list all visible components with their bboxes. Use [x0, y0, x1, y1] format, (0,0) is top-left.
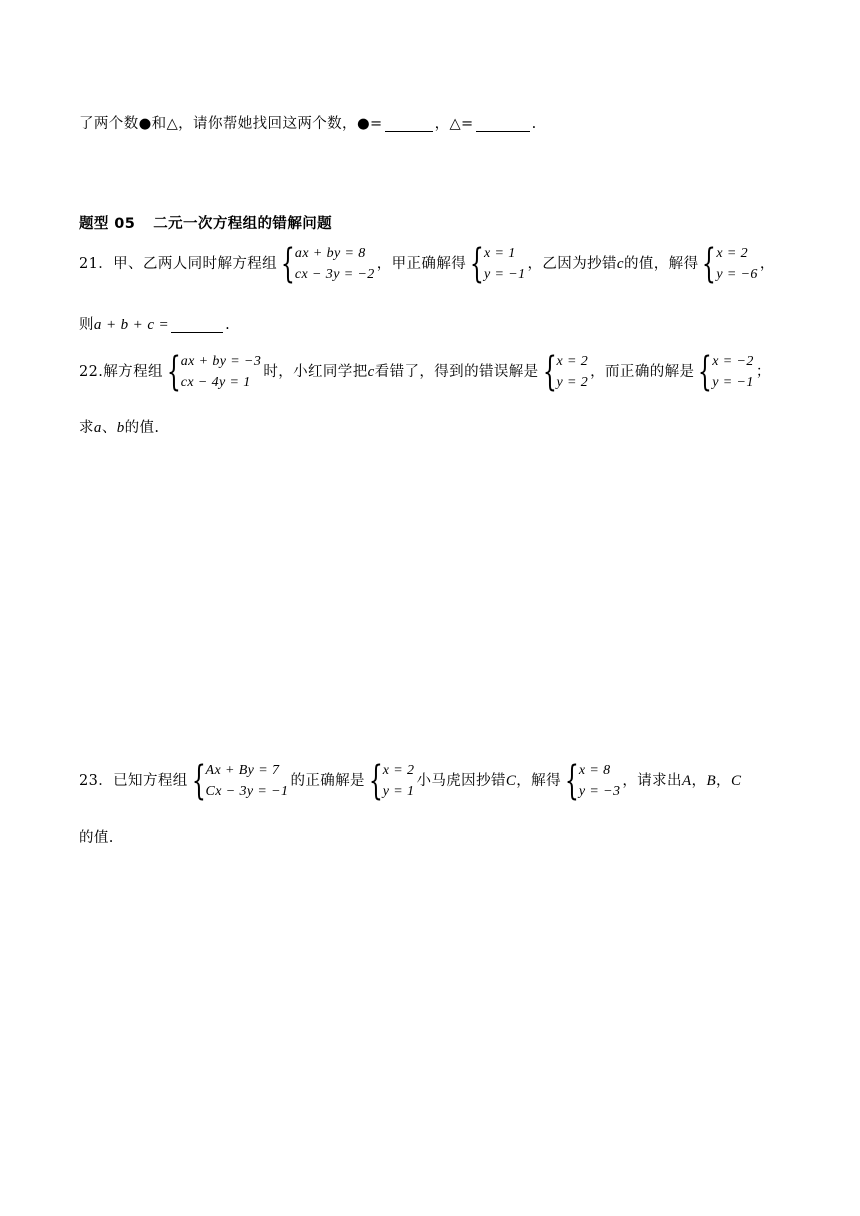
- solution-system: { x = 8 y = −3: [564, 758, 621, 804]
- variable: c: [616, 256, 624, 272]
- variable: A: [681, 773, 692, 789]
- equals: =: [370, 116, 383, 132]
- solution-row: y = −1: [483, 267, 526, 282]
- question-22-line-1: [79, 350, 771, 394]
- triangle-symbol-answer: △: [449, 116, 462, 132]
- equation-system: { Ax + By = 7 Cx − 3y = −1: [191, 758, 289, 804]
- text: ，乙因为抄错: [527, 256, 617, 272]
- text: ，请求出: [622, 773, 682, 789]
- solution-row: y = −6: [716, 267, 758, 282]
- solution-row: x = 2: [382, 763, 415, 778]
- question-number: 21．: [79, 256, 114, 272]
- text: ，请你帮她找回这两个数，: [178, 116, 357, 132]
- question-number: 23．: [79, 773, 114, 789]
- equation-system: { ax + by = −3 cx − 4y = 1: [166, 349, 262, 395]
- solution-system: { x = −2 y = −1: [698, 349, 754, 395]
- text: 求: [79, 420, 94, 436]
- text: 解方程组: [103, 364, 163, 380]
- text: 了两个数: [79, 116, 139, 132]
- equation-row: ax + by = −3: [180, 354, 262, 369]
- variable: C: [730, 773, 742, 789]
- equals: =: [461, 116, 474, 132]
- text: 的值.: [79, 830, 114, 846]
- equation-row: cx − 3y = −2: [294, 267, 375, 282]
- text: 的值，解得: [623, 256, 699, 272]
- solution-row: x = 1: [483, 246, 516, 261]
- section-label: 题型 05: [79, 216, 136, 232]
- question-23-line-2: [79, 828, 114, 848]
- text: ；: [755, 364, 771, 380]
- question-21-line-1: [79, 242, 775, 286]
- solution-row: y = −1: [712, 375, 754, 390]
- solution-system: { x = 1 y = −1: [469, 241, 526, 287]
- solution-row: x = 2: [556, 354, 589, 369]
- text: ，甲正确解得: [376, 256, 467, 272]
- question-number: 22.: [79, 364, 104, 380]
- section-heading: [79, 214, 332, 234]
- text: 的正确解是: [290, 773, 365, 789]
- solution-row: y = 1: [382, 784, 415, 799]
- section-title: 二元一次方程组的错解问题: [153, 216, 333, 232]
- solution-row: x = 2: [716, 246, 748, 261]
- variable: B: [706, 773, 717, 789]
- solution-row: x = 8: [578, 763, 611, 778]
- text: 时，小红同学把: [263, 364, 368, 380]
- question-23-line-1: [79, 759, 741, 803]
- equation-row: Ax + By = 7: [205, 763, 280, 778]
- solution-system: { x = 2 y = 1: [368, 758, 415, 804]
- equation-row: Cx − 3y = −1: [205, 784, 289, 799]
- text: ，而正确的解是: [590, 364, 695, 380]
- separator: ，: [691, 773, 707, 789]
- variable: a: [93, 420, 102, 436]
- variable: b: [116, 420, 125, 436]
- equation-system: { ax + by = 8 cx − 3y = −2: [280, 241, 375, 287]
- text: 的值.: [124, 420, 160, 436]
- text: ，: [759, 256, 775, 272]
- solution-system: { x = 2 y = 2: [542, 349, 589, 395]
- text: 和: [151, 116, 167, 132]
- answer-blank-triangle[interactable]: [476, 117, 530, 132]
- text: 甲、乙两人同时解方程组: [113, 256, 278, 272]
- solution-system: { x = 2 y = −6: [702, 241, 758, 287]
- text: 、: [101, 420, 117, 436]
- period: .: [531, 116, 537, 132]
- question-22-line-2: [79, 418, 159, 438]
- circle-symbol-answer: ●: [356, 116, 371, 132]
- solution-row: y = −3: [578, 784, 621, 799]
- text: ，解得: [516, 773, 561, 789]
- text: 看错了，得到的错误解是: [374, 364, 539, 380]
- expression: a + b + c =: [93, 317, 170, 333]
- text: 已知方程组: [113, 773, 188, 789]
- text: 小马虎因抄错: [416, 773, 506, 789]
- text: 则: [79, 317, 94, 333]
- equation-row: ax + by = 8: [294, 246, 366, 261]
- separator: ，: [434, 116, 450, 132]
- solution-row: y = 2: [556, 375, 589, 390]
- continuation-line: [79, 114, 537, 134]
- answer-blank[interactable]: [171, 318, 223, 333]
- solution-row: x = −2: [712, 354, 754, 369]
- equation-row: cx − 4y = 1: [180, 375, 251, 390]
- question-21-line-2: [79, 315, 230, 335]
- variable: C: [505, 773, 517, 789]
- triangle-symbol: △: [166, 116, 179, 132]
- period: .: [225, 317, 231, 333]
- circle-symbol: ●: [138, 116, 152, 132]
- answer-blank-circle[interactable]: [385, 117, 433, 132]
- separator: ，: [716, 773, 731, 789]
- variable: c: [367, 364, 375, 380]
